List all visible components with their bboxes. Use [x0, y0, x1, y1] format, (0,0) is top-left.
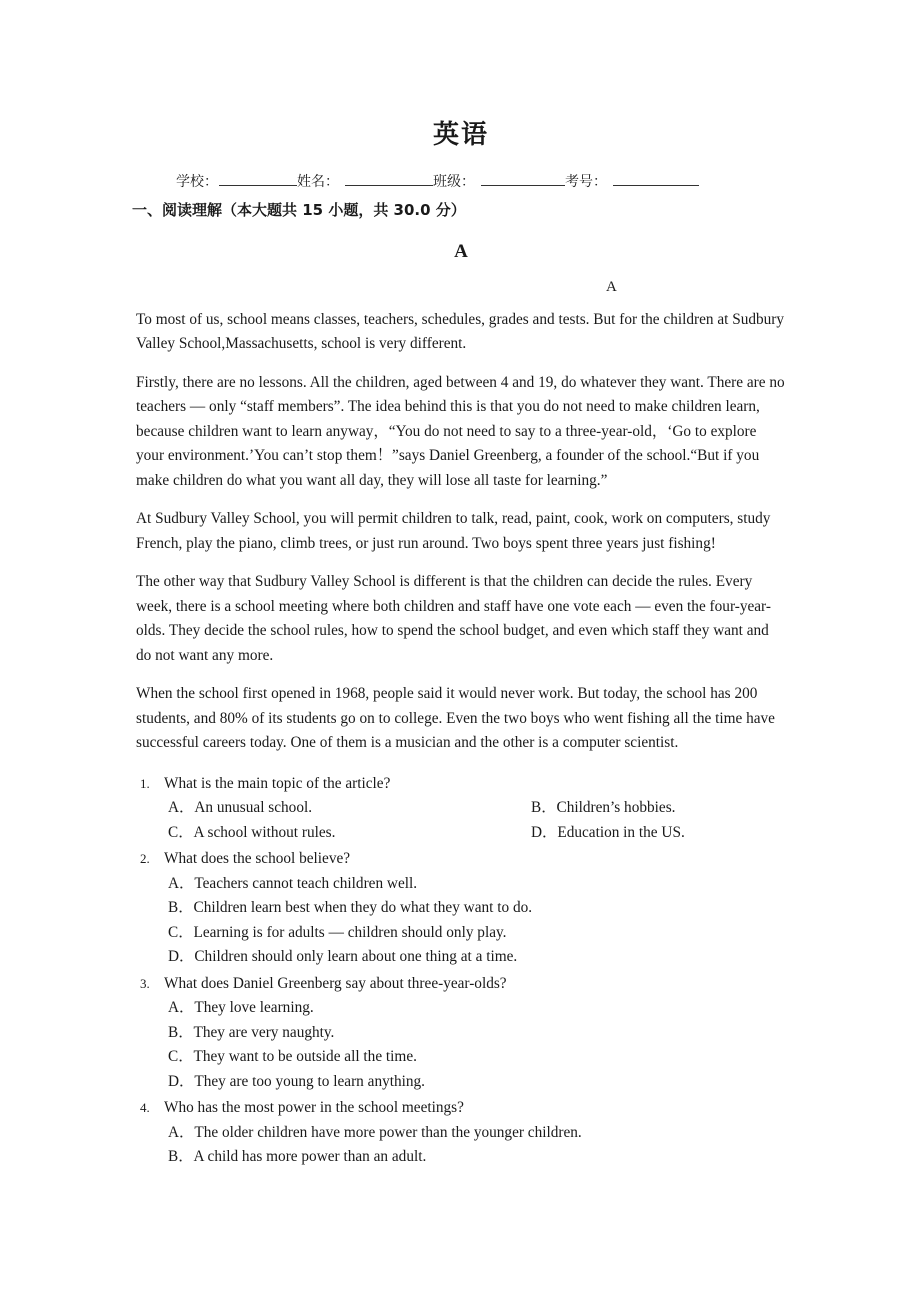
options-row [168, 821, 786, 846]
info-label-class: 班级： [433, 174, 475, 191]
option-d[interactable]: D．Children should only learn about one thing at a time. [168, 948, 518, 966]
info-label-exam-number: 考号： [565, 174, 607, 191]
question-options [136, 872, 786, 970]
info-label-name: 姓名： [297, 174, 339, 191]
question-text: What does the school believe? [164, 850, 351, 868]
question-text: What is the main topic of the article? [164, 774, 391, 792]
info-blank-exam-number[interactable] [613, 172, 699, 186]
option-b[interactable]: B．A child has more power than an adult. [168, 1148, 427, 1166]
question-number: 3. [140, 975, 150, 991]
question-item [136, 1096, 786, 1170]
page-content [132, 0, 786, 1172]
option-a[interactable]: A．They love learning. [168, 999, 314, 1017]
question-stem-row [136, 772, 786, 797]
info-field-name [297, 171, 433, 191]
option-c[interactable]: C．A school without rules. [168, 823, 336, 841]
option-a[interactable]: A．An unusual school. [168, 799, 313, 817]
question-text: Who has the most power in the school meetings? [164, 1099, 464, 1117]
options-row [168, 796, 786, 821]
student-info-line [136, 171, 786, 191]
question-options [136, 796, 786, 845]
info-label-school: 学校： [176, 174, 218, 191]
option-a[interactable]: A．The older children have more power than the younger children. [168, 1123, 582, 1141]
info-field-school [176, 171, 297, 191]
question-item [136, 847, 786, 970]
page-title: 英语 [432, 120, 489, 150]
question-stem-row [136, 847, 786, 872]
section-heading: 一、阅读理解（本大题共 15 小题，共 30.0 分） [132, 201, 466, 220]
option-d[interactable]: D．They are too young to learn anything. [168, 1072, 426, 1090]
question-text: What does Daniel Greenberg say about three-year-olds? [164, 974, 507, 992]
question-number: 4. [140, 1100, 150, 1116]
passage-body [136, 308, 786, 756]
passage-paragraph: Firstly, there are no lessons. All the children, aged between 4 and 19, do whatever they want. There are no teachers — only “staff members”. The idea behind this is that you do not need to make children learn, because children want to learn anyway，“You do not need to say to a three-year-old，‘Go to explore your environment.’You can’t stop them！”says Daniel Greenberg, a founder of the school.“But if you make children do what you want all day, they will lose all taste for learning.” [136, 373, 785, 489]
passage-sublabel: A [606, 279, 617, 296]
option-c[interactable]: C．They want to be outside all the time. [168, 1048, 417, 1066]
option-b[interactable]: B．Children learn best when they do what they want to do. [168, 899, 533, 917]
passage-paragraph: At Sudbury Valley School, you will permit children to talk, read, paint, cook, work on computers, study French, play the piano, climb trees, or just run around. Two boys spent three years just fishing! [136, 510, 771, 552]
option-a[interactable]: A．Teachers cannot teach children well. [168, 874, 418, 892]
info-field-exam-number [565, 171, 699, 191]
option-b[interactable]: B．Children’s hobbies. [531, 799, 676, 817]
question-item [136, 772, 786, 846]
info-blank-school[interactable] [219, 172, 297, 186]
question-number: 1. [140, 775, 150, 791]
option-c[interactable]: C．Learning is for adults — children should only play. [168, 923, 507, 941]
passage-paragraph: The other way that Sudbury Valley School is different is that the children can decide the rules. Every week, there is a school meeting where both children and staff have one vote each — even the four-year-olds. They decide the school rules, how to spend the school budget, and even which staff they want and do not want any more. [136, 573, 771, 664]
option-d[interactable]: D．Education in the US. [531, 823, 685, 841]
question-item [136, 972, 786, 1095]
info-field-class [433, 171, 565, 191]
passage-letter-heading: A [454, 240, 468, 262]
questions-list [136, 772, 786, 1170]
question-stem-row [136, 1096, 786, 1121]
info-blank-name[interactable] [345, 172, 433, 186]
question-number: 2. [140, 851, 150, 867]
passage-paragraph: When the school first opened in 1968, people said it would never work. But today, the school has 200 students, and 80% of its students go on to college. Even the two boys who went fishing all the time have successful careers today. One of them is a musician and the other is a computer scientist. [136, 685, 775, 752]
passage-paragraph: To most of us, school means classes, teachers, schedules, grades and tests. But for the children at Sudbury Valley School,Massachusetts, school is very different. [136, 310, 785, 353]
option-b[interactable]: B．They are very naughty. [168, 1023, 335, 1041]
question-options [136, 996, 786, 1094]
info-blank-class[interactable] [481, 172, 565, 186]
question-stem-row [136, 972, 786, 997]
question-options [136, 1121, 786, 1170]
